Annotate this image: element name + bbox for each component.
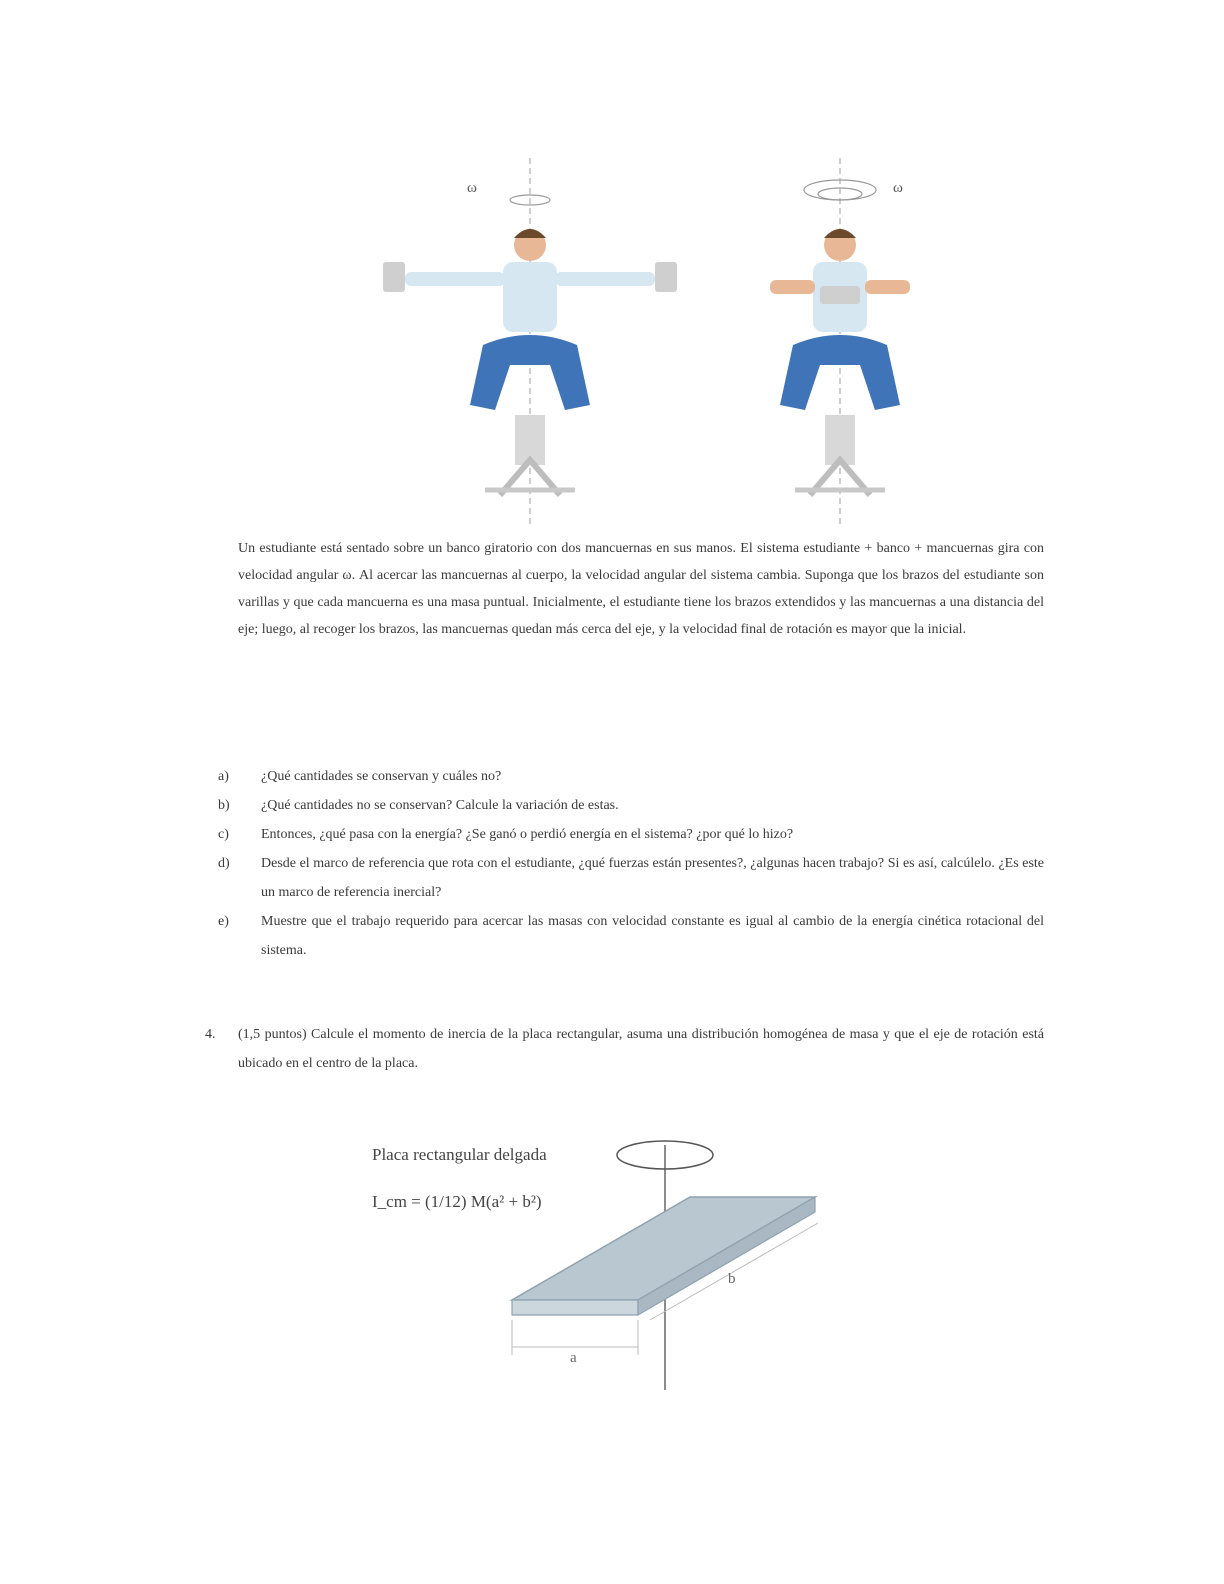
dimension-b-label: b [728,1271,736,1287]
omega-left-label: ω [467,180,477,196]
item-label: b) [218,798,230,813]
item-label: c) [218,827,229,842]
question-text: (1,5 puntos) Calcule el momento de inercia de la placa rectangular, asuma una distribución homogénea de masa y que el eje de rotación está ubicado en el centro de la placa. [238,1027,1044,1071]
student-arms-retracted [770,158,910,525]
figure-caption-line2: I_cm = (1/12) M(a² + b²) [372,1192,542,1211]
rectangular-plate-figure [360,1115,830,1405]
list-item [218,762,1044,791]
item-label: d) [218,856,230,871]
question-list [218,762,1044,965]
rotating-students-figure [375,150,935,530]
list-item [218,907,1044,965]
item-label: a) [218,769,229,784]
student-arms-extended [383,158,677,525]
item-text: ¿Qué cantidades se conservan y cuáles no? [261,769,502,784]
list-item [218,791,1044,820]
list-item [218,849,1044,907]
figure-caption-line1: Placa rectangular delgada [372,1145,547,1164]
problem-statement: Un estudiante está sentado sobre un banco giratorio con dos mancuernas en sus manos. El sistema estudiante + banco + mancuernas gira con velocidad angular ω. Al acercar las mancuernas al cuerpo, la velocidad angular del sistema cambia. Suponga que los brazos del estudiante son varillas y que cada mancuerna es una masa puntual. Inicialmente, el estudiante tiene los brazos extendidos y las mancuernas a una distancia del eje; luego, al recoger los brazos, las mancuernas quedan más cerca del eje, y la velocidad final de rotación es mayor que la inicial. [238,541,1044,637]
question-number: 4. [205,1027,216,1042]
question-4 [205,1020,1044,1078]
dimension-a-label: a [570,1350,577,1366]
omega-right-label: ω [893,180,903,196]
item-text: Entonces, ¿qué pasa con la energía? ¿Se ganó o perdió energía en el sistema? ¿por qué lo hizo? [261,827,794,842]
item-text: ¿Qué cantidades no se conservan? Calcule la variación de estas. [261,798,619,813]
item-label: e) [218,914,229,929]
item-text: Desde el marco de referencia que rota con el estudiante, ¿qué fuerzas están presentes?, ¿algunas hacen trabajo? Si es así, calcúlelo. ¿Es este un marco de referencia inercial? [261,856,1044,900]
list-item [218,820,1044,849]
item-text: Muestre que el trabajo requerido para acercar las masas con velocidad constante es igual al cambio de la energía cinética rotacional del sistema. [261,914,1044,958]
